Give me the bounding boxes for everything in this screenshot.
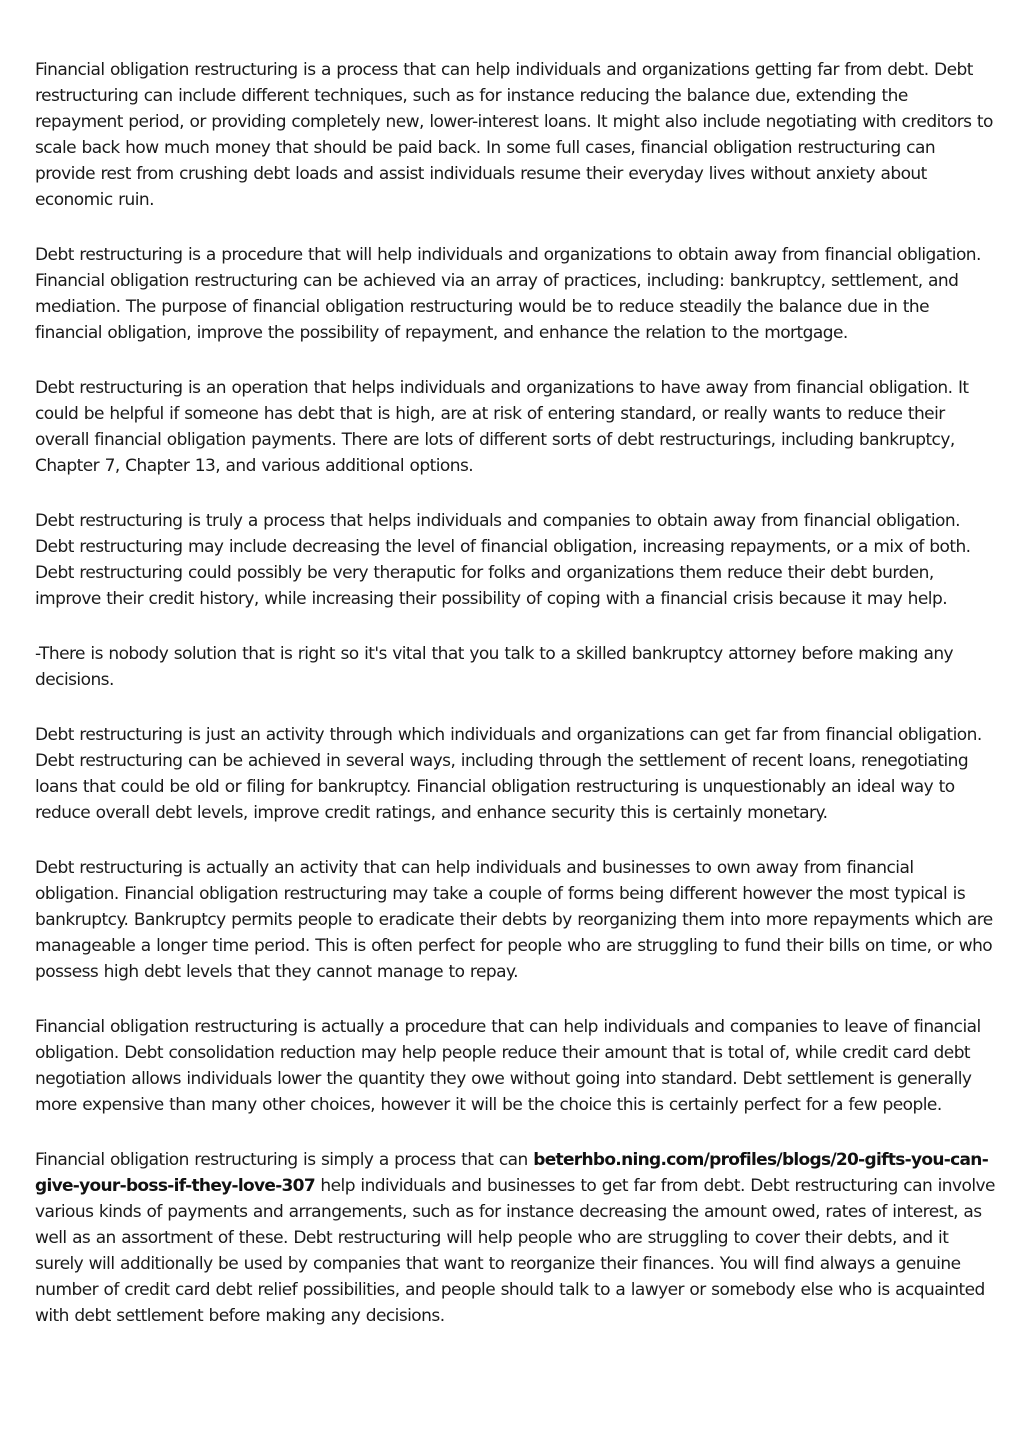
profile-blog-link[interactable]: beterhbo.ning.com/profiles/blogs/20-gifts-you-can-give-your-boss-if-they-love-307: [35, 1150, 989, 1196]
paragraph-7: Debt restructuring is actually an activity that can help individuals and businesses to own away from financial obligation. Financial obligation restructuring may take a couple of forms being different however the most typical is bankruptcy. Bankruptcy permits people to eradicate their debts by reorganizing them into more repayments which are manageable a longer time period. This is often perfect for people who are struggling to fund their bills on time, or who possess high debt levels that they cannot manage to repay.: [35, 858, 993, 982]
paragraph-4: Debt restructuring is truly a process that helps individuals and companies to obtain away from financial obligation. Debt restructuring may include decreasing the level of financial obligation, increasing repayments, or a mix of both. Debt restructuring could possibly be very theraputic for folks and organizations them reduce their debt burden, improve their credit history, while increasing their possibility of coping with a financial crisis because it may help.: [35, 511, 971, 609]
paragraph-6: Debt restructuring is just an activity through which individuals and organizations can get far from financial obligation. Debt restructuring can be achieved in several ways, including through the settlement of recent loans, renegotiating loans that could be old or filing for bankruptcy. Financial obligation restructuring is unquestionably an ideal way to reduce overall debt levels, improve credit ratings, and enhance security this is certainly monetary.: [35, 725, 982, 823]
paragraph-9: [35, 1147, 995, 1329]
paragraph-3: Debt restructuring is an operation that helps individuals and organizations to have away from financial obligation. It could be helpful if someone has debt that is high, are at risk of entering standard, or really wants to reduce their overall financial obligation payments. There are lots of different sorts of debt restructurings, including bankruptcy, Chapter 7, Chapter 13, and various additional options.: [35, 378, 969, 476]
paragraph-9-rest: help individuals and businesses to get far from debt. Debt restructuring can involve various kinds of payments and arrangements, such as for instance decreasing the amount owed, rates of interest, as well as an assortment of these. Debt restructuring will help people who are struggling to cover their debts, and it surely will additionally be used by companies that want to reorganize their finances. You will find always a genuine number of credit card debt relief possibilities, and people should talk to a lawyer or somebody else who is acquainted with debt settlement before making any decisions.: [35, 1176, 995, 1326]
paragraph-9-intro: Financial obligation restructuring is simply a process that can: [35, 1150, 534, 1170]
paragraph-8: Financial obligation restructuring is actually a procedure that can help individuals and companies to leave of financial obligation. Debt consolidation reduction may help people reduce their amount that is total of, while credit card debt negotiation allows individuals lower the quantity they owe without going into standard. Debt settlement is generally more expensive than many other choices, however it will be the choice this is certainly perfect for a few people.: [35, 1017, 981, 1115]
paragraph-5: -There is nobody solution that is right so it's vital that you talk to a skilled bankruptcy attorney before making any decisions.: [35, 644, 954, 690]
paragraph-1: Financial obligation restructuring is a process that can help individuals and organizations getting far from debt. Debt restructuring can include different techniques, such as for instance reducing the balance due, extending the repayment period, or providing completely new, lower-interest loans. It might also include negotiating with creditors to scale back how much money that should be paid back. In some full cases, financial obligation restructuring can provide rest from crushing debt loads and assist individuals resume their everyday lives without anxiety about economic ruin.: [35, 60, 993, 210]
article-body: [35, 57, 995, 1358]
paragraph-2: Debt restructuring is a procedure that will help individuals and organizations to obtain away from financial obligation. Financial obligation restructuring can be achieved via an array of practices, including: bankruptcy, settlement, and mediation. The purpose of financial obligation restructuring would be to reduce steadily the balance due in the financial obligation, improve the possibility of repayment, and enhance the relation to the mortgage.: [35, 245, 981, 343]
